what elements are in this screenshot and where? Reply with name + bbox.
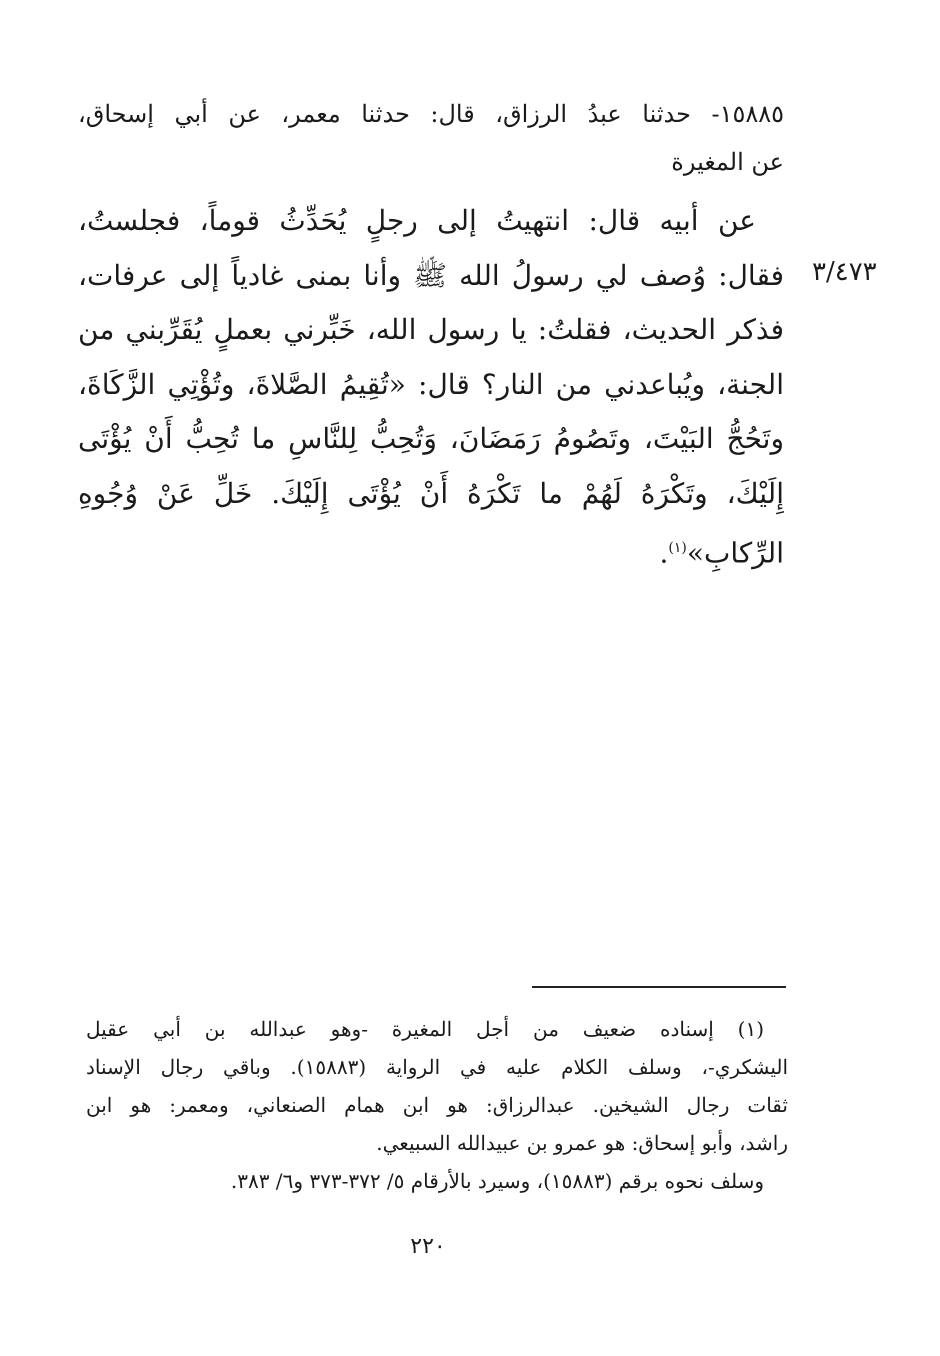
body-line-5: وتَحُجُّ البَيْتَ، وتَصُومُ رَمَضَانَ، وَتُحِبُّ لِلنَّاسِ ما تُحِبُّ أَنْ يُؤْتَى [78, 422, 784, 455]
hadith-header-line-2: عن المغيرة [671, 148, 784, 176]
footnotes-block [86, 1010, 788, 1200]
body-line-7 [78, 521, 784, 581]
page-number: ٢٢٠ [410, 1234, 446, 1259]
footnote-separator-rule [532, 986, 786, 988]
footnote-line-4: راشد، وأبو إسحاق: هو عمرو بن عبيدالله السبيعي. [376, 1131, 788, 1155]
margin-volume-page-reference: ٣/٤٧٣ [812, 257, 877, 287]
body-line-4: الجنة، ويُباعدني من النار؟ قال: «تُقِيمُ الصَّلاةَ، وتُؤْتِي الزَّكَاةَ، [78, 367, 784, 401]
footnote-reference-marker: (١) [668, 540, 687, 556]
body-line-7-text: الرِّكابِ» [686, 536, 784, 570]
body-line-6: إِلَيْكَ، وتَكْرَهُ لَهُمْ ما تَكْرَهُ أَنْ يُؤْتَى إِلَيْكَ. خَلِّ عَنْ وُجُوهِ [78, 476, 784, 510]
hadith-body-text [78, 194, 784, 581]
footnote-line-1: (١) إسناده ضعيف من أجل المغيرة -وهو عبدالله بن أبي عقيل [86, 1017, 764, 1041]
closing-period: . [659, 536, 669, 570]
body-line-2: فقال: وُصف لي رسولُ الله ﷺ وأنا بمنى غادياً إلى عرفات، [78, 258, 784, 292]
body-line-3: فذكر الحديث، فقلتُ: يا رسول الله، خَبِّرني بعملٍ يُقَرِّبني من [78, 313, 784, 346]
hadith-chain-header [78, 90, 784, 186]
footnote-line-3: ثقات رجال الشيخين. عبدالرزاق: هو ابن همام الصنعاني، ومعمر: هو ابن [86, 1093, 788, 1117]
body-line-1: عن أبيه قال: انتهيتُ إلى رجلٍ يُحَدِّثُ قوماً، فجلستُ، [78, 204, 756, 237]
hadith-header-line-1: ١٥٨٨٥- حدثنا عبدُ الرزاق، قال: حدثنا معمر، عن أبي إسحاق، [78, 100, 785, 128]
footnote-line-2: اليشكري-، وسلف الكلام عليه في الرواية (١٥٨٨٣). وباقي رجال الإسناد [86, 1055, 788, 1079]
footnote-line-5: وسلف نحوه برقم (١٥٨٨٣)، وسيرد بالأرقام ٥/ ٣٧٢-٣٧٣ و٦/ ٣٨٣. [230, 1169, 764, 1193]
